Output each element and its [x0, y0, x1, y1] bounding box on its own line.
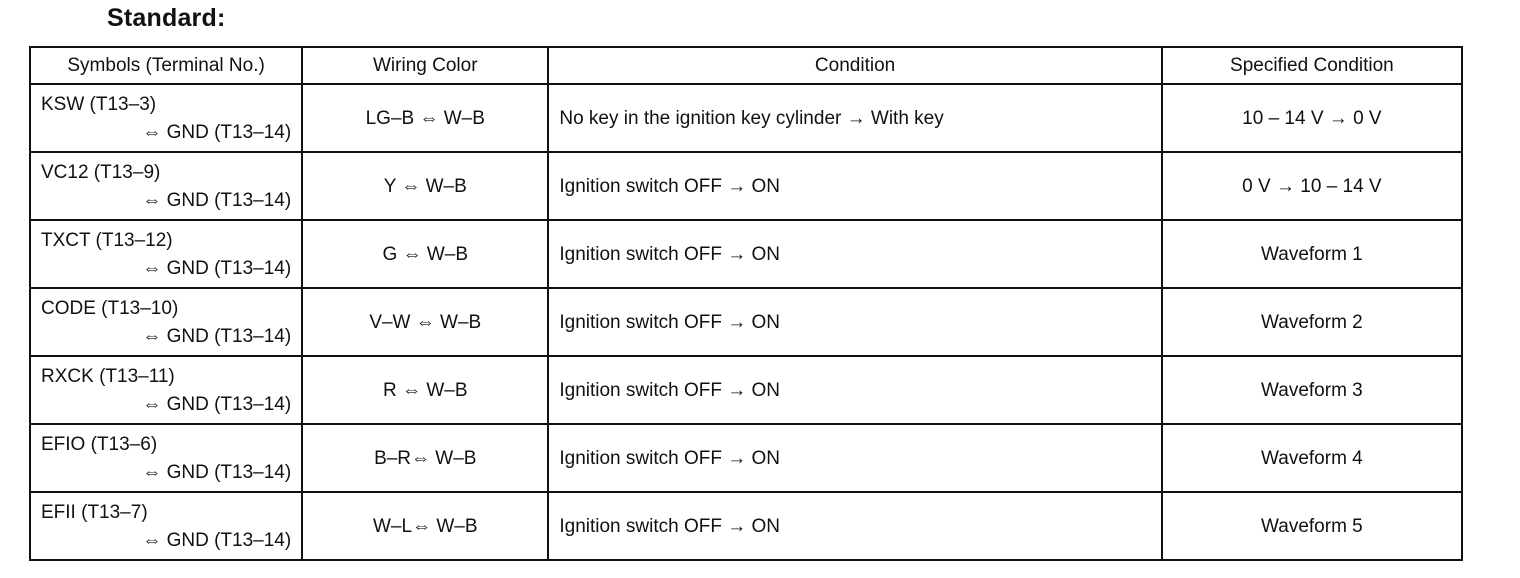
specified-condition-cell: Waveform 3 — [1162, 356, 1462, 424]
ground-terminal: ⇔ GND (T13–14) — [142, 121, 292, 143]
wiring-color-cell: W–L⇔ W–B — [302, 492, 548, 560]
wiring-color-cell: B–R⇔ W–B — [302, 424, 548, 492]
wiring-color-cell: R ⇔ W–B — [302, 356, 548, 424]
ground-terminal: ⇔ GND (T13–14) — [142, 257, 292, 279]
symbol-cell — [30, 424, 302, 492]
symbol-cell — [30, 152, 302, 220]
table-row — [30, 492, 1462, 560]
ground-terminal: ⇔ GND (T13–14) — [142, 325, 292, 347]
wiring-color-cell: Y ⇔ W–B — [302, 152, 548, 220]
symbol-cell — [30, 492, 302, 560]
symbol-cell — [30, 84, 302, 152]
standard-spec-table — [29, 46, 1463, 561]
condition-cell: Ignition switch OFF → ON — [548, 356, 1161, 424]
terminal-symbol: RXCK (T13–11) — [41, 365, 175, 387]
specified-condition-cell: Waveform 2 — [1162, 288, 1462, 356]
table-row — [30, 84, 1462, 152]
table-row — [30, 356, 1462, 424]
page-heading: Standard: — [107, 4, 226, 32]
column-header-condition: Condition — [548, 47, 1161, 84]
condition-cell: Ignition switch OFF → ON — [548, 220, 1161, 288]
ground-terminal: ⇔ GND (T13–14) — [142, 189, 292, 211]
table-row — [30, 152, 1462, 220]
terminal-symbol: EFII (T13–7) — [41, 501, 148, 523]
wiring-color-cell: G ⇔ W–B — [302, 220, 548, 288]
specified-condition-cell: Waveform 5 — [1162, 492, 1462, 560]
specified-condition-cell: 0 V → 10 – 14 V — [1162, 152, 1462, 220]
condition-cell: Ignition switch OFF → ON — [548, 492, 1161, 560]
terminal-symbol: KSW (T13–3) — [41, 93, 157, 115]
specified-condition-cell: 10 – 14 V → 0 V — [1162, 84, 1462, 152]
symbol-cell — [30, 220, 302, 288]
wiring-color-cell: LG–B ⇔ W–B — [302, 84, 548, 152]
ground-terminal: ⇔ GND (T13–14) — [142, 393, 292, 415]
condition-cell: Ignition switch OFF → ON — [548, 424, 1161, 492]
condition-cell: Ignition switch OFF → ON — [548, 288, 1161, 356]
terminal-symbol: CODE (T13–10) — [41, 297, 179, 319]
table-row — [30, 288, 1462, 356]
ground-terminal: ⇔ GND (T13–14) — [142, 529, 292, 551]
specified-condition-cell: Waveform 1 — [1162, 220, 1462, 288]
symbol-cell — [30, 356, 302, 424]
column-header-symbols: Symbols (Terminal No.) — [30, 47, 302, 84]
column-header-wiring-color: Wiring Color — [302, 47, 548, 84]
terminal-symbol: VC12 (T13–9) — [41, 161, 161, 183]
condition-cell: No key in the ignition key cylinder → With key — [548, 84, 1161, 152]
column-header-specified-condition: Specified Condition — [1162, 47, 1462, 84]
table-row — [30, 424, 1462, 492]
wiring-color-cell: V–W ⇔ W–B — [302, 288, 548, 356]
ground-terminal: ⇔ GND (T13–14) — [142, 461, 292, 483]
terminal-symbol: EFIO (T13–6) — [41, 433, 158, 455]
table-header-row — [30, 47, 1462, 84]
condition-cell: Ignition switch OFF → ON — [548, 152, 1161, 220]
specified-condition-cell: Waveform 4 — [1162, 424, 1462, 492]
symbol-cell — [30, 288, 302, 356]
terminal-symbol: TXCT (T13–12) — [41, 229, 173, 251]
table-row — [30, 220, 1462, 288]
